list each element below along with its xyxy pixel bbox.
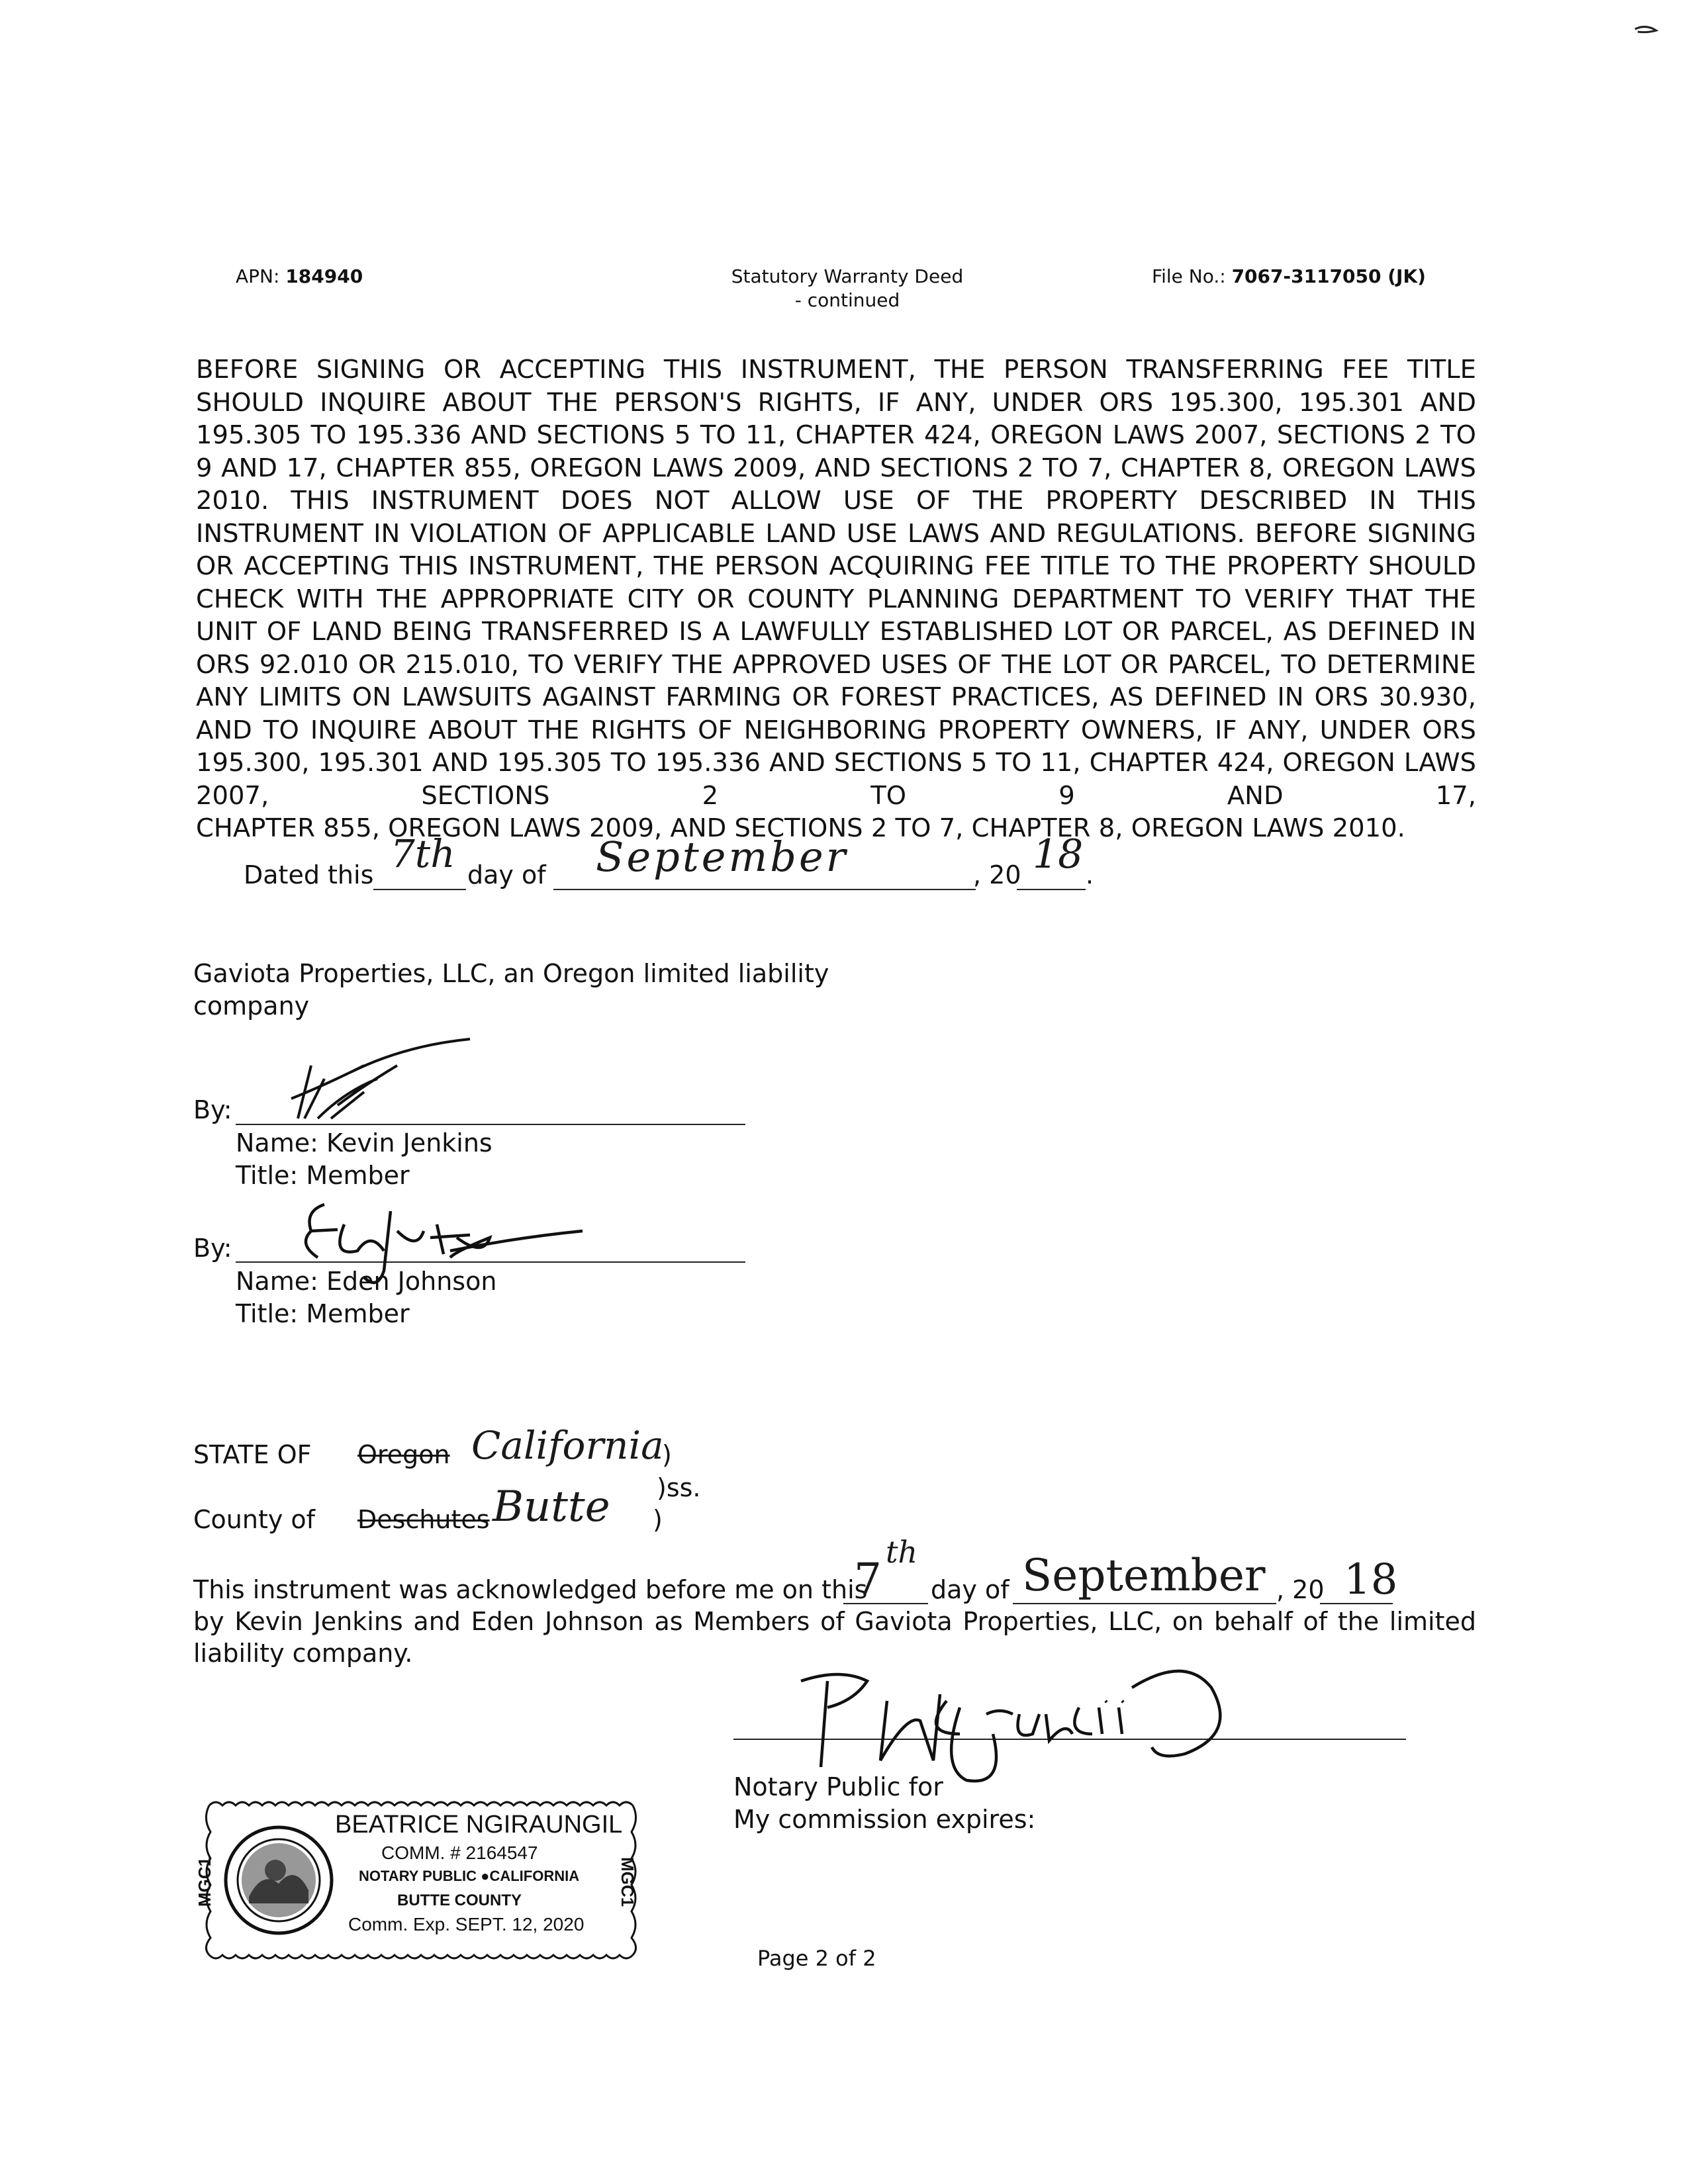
signer-1-signature: [285, 1039, 483, 1132]
commission-expires: My commission expires:: [733, 1805, 1036, 1834]
notary-public-for: Notary Public for: [733, 1772, 943, 1801]
dated-year-handwritten: 18: [1033, 831, 1084, 878]
stamp-expires: Comm. Exp. SEPT. 12, 2020: [348, 1914, 585, 1934]
stamp-side-label-left: MGC1: [195, 1856, 215, 1907]
state-struck-text: Oregon: [357, 1440, 450, 1469]
file-number-value: 7067-3117050 (JK): [1231, 265, 1426, 287]
dated-suffix: .: [1086, 860, 1094, 889]
stamp-name: BEATRICE NGIRAUNGIL: [335, 1811, 623, 1839]
stamp-notary-line: NOTARY PUBLIC ●CALIFORNIA: [359, 1868, 580, 1884]
signer-2-title: Title: Member: [236, 1299, 410, 1328]
page-number: Page 2 of 2: [757, 1946, 876, 1971]
ack-day-handwritten: 7: [854, 1554, 882, 1605]
county-handwritten: Butte: [492, 1482, 610, 1531]
notary-stamp: [195, 1799, 646, 1962]
signer-1-title: Title: Member: [236, 1161, 410, 1190]
stamp-side-label-right: MGC1: [618, 1856, 638, 1907]
dated-year-prefix: , 20: [973, 860, 1021, 889]
state-label: STATE OF: [193, 1440, 312, 1469]
ack-year-prefix: , 20: [1276, 1575, 1325, 1604]
signer-2-by-label: By:: [193, 1234, 232, 1263]
dated-prefix: Dated this: [244, 860, 374, 889]
ack-line-3: liability company.: [193, 1639, 413, 1668]
document-title: Statutory Warranty Deed - continued: [731, 265, 964, 311]
signer-1-by-label: By:: [193, 1095, 232, 1124]
dated-day-of: day of: [467, 860, 546, 889]
state-handwritten: California: [471, 1423, 664, 1468]
county-label: County of: [193, 1505, 316, 1534]
grantor-line-1: Gaviota Properties, LLC, an Oregon limited liability: [193, 959, 829, 988]
county-paren: ): [653, 1505, 663, 1534]
notice-last-line: CHAPTER 855, OREGON LAWS 2009, AND SECTIONS 2 TO 7, CHAPTER 8, OREGON LAWS 2010.: [196, 813, 1405, 843]
apn-value: 184940: [285, 265, 363, 287]
signer-2-name: Name: Eden Johnson: [236, 1267, 497, 1296]
apn-line: APN: 184940: [236, 265, 363, 287]
dated-month-handwritten: September: [596, 833, 849, 881]
ack-year-handwritten: 18: [1344, 1555, 1398, 1604]
file-number-line: File No.: 7067-3117050 (JK): [1152, 265, 1426, 287]
ack-line-2: by Kevin Jenkins and Eden Johnson as Members of Gaviota Properties, LLC, on behalf of the limited: [193, 1607, 1476, 1636]
county-struck-text: Deschutes: [357, 1505, 490, 1534]
ss-label: )ss.: [657, 1473, 701, 1502]
stamp-comm: COMM. # 2164547: [381, 1843, 538, 1863]
notice-paragraph: BEFORE SIGNING OR ACCEPTING THIS INSTRUMENT, THE PERSON TRANSFERRING FEE TITLE SHOULD INQUIRE ABOUT THE PERSON'S RIGHTS, IF ANY, UNDER ORS 195.300, 195.301 AND 195.305 TO 195.336 AND SECTIONS 5 TO 11, CHAPTER 424, OREGON LAWS 2007, SECTIONS 2 TO 9 AND 17, CHAPTER 855, OREGON LAWS 2009, AND SECTIONS 2 TO 7, CHAPTER 8, OREGON LAWS 2010. THIS INSTRUMENT DOES NOT ALLOW USE OF THE PROPERTY DESCRIBED IN THIS INSTRUMENT IN VIOLATION OF APPLICABLE LAND USE LAWS AND REGULATIONS. BEFORE SIGNING OR ACCEPTING THIS INSTRUMENT, THE PERSON ACQUIRING FEE TITLE TO THE PROPERTY SHOULD CHECK WITH THE APPROPRIATE CITY OR COUNTY PLANNING DEPARTMENT TO VERIFY THAT THE UNIT OF LAND BEING TRANSFERRED IS A LAWFULLY ESTABLISHED LOT OR PARCEL, AS DEFINED IN ORS 92.010 OR 215.010, TO VERIFY THE APPROVED USES OF THE LOT OR PARCEL, TO DETERMINE ANY LIMITS ON LAWSUITS AGAINST FARMING OR FOREST PRACTICES, AS DEFINED IN ORS 30.930, AND TO INQUIRE ABOUT THE RIGHTS OF NEIGHBORING PROPERTY OWNERS, IF ANY, UNDER ORS 195.300, 195.301 AND 195.305 TO 195.336 AND SECTIONS 5 TO 11, CHAPTER 424, OREGON LAWS 2007, SECTIONS 2 TO 9 AND 17,: [196, 355, 1476, 811]
stamp-county: BUTTE COUNTY: [397, 1891, 522, 1909]
ack-day-of: day of: [931, 1575, 1009, 1604]
grantor-line-2: company: [193, 991, 310, 1021]
ack-prefix: This instrument was acknowledged before me on this: [193, 1575, 868, 1604]
corner-mark: [1634, 24, 1660, 37]
ack-month-handwritten: September: [1022, 1550, 1266, 1601]
signer-1-name: Name: Kevin Jenkins: [236, 1128, 492, 1158]
state-paren: ): [662, 1440, 672, 1469]
ack-day-sup: th: [886, 1534, 918, 1570]
land-use-notice: [196, 353, 1476, 845]
state-seal-icon: [222, 1824, 335, 1936]
dated-day-handwritten: 7th: [391, 831, 455, 876]
